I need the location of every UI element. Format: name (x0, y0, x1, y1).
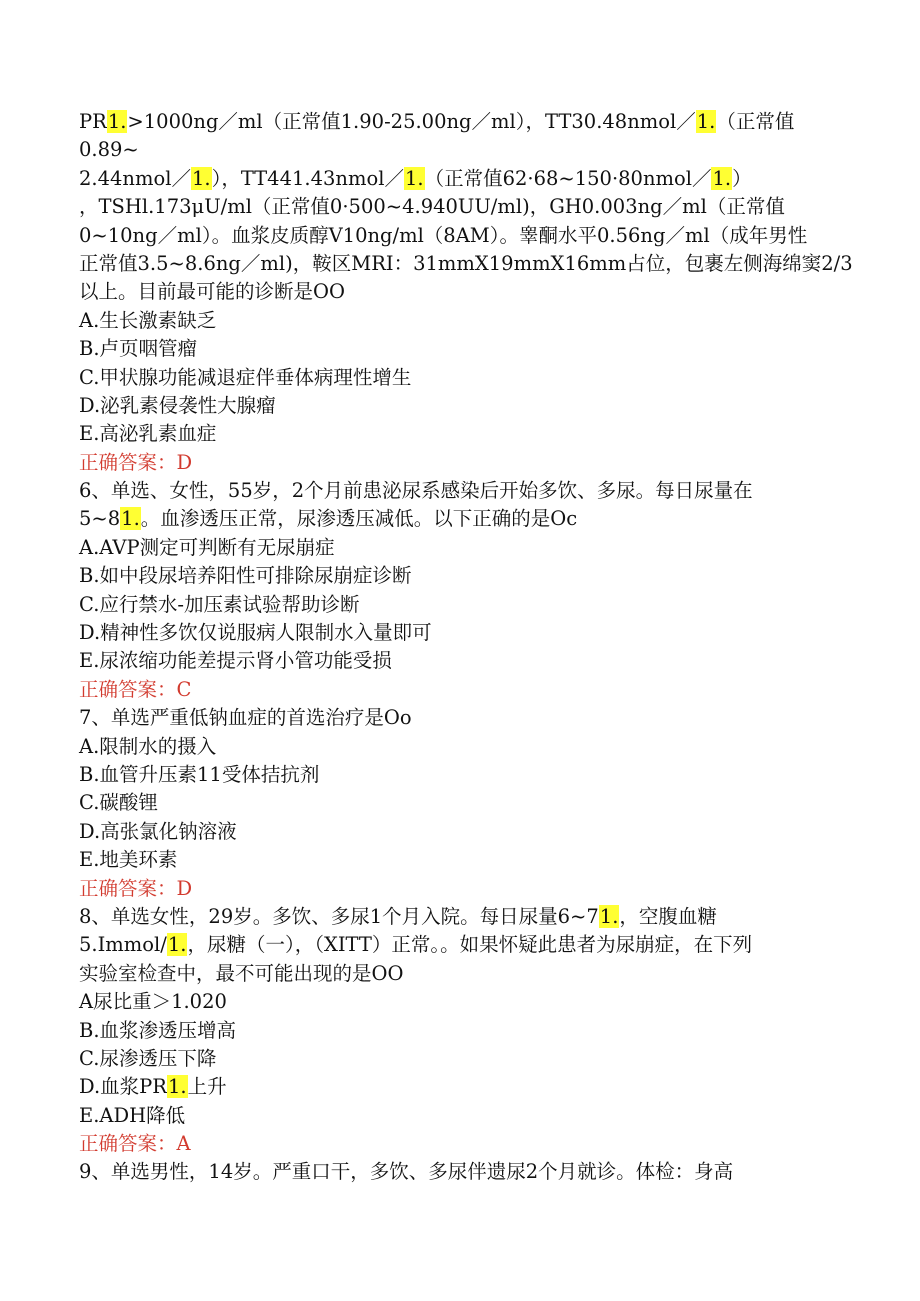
highlight-mark: 1. (121, 507, 140, 531)
text-line (79, 647, 879, 675)
text-segment: 正确答案：C (79, 677, 192, 701)
answer-line (79, 1130, 879, 1158)
text-segment: B.如中段尿培养阳性可排除尿崩症诊断 (79, 564, 412, 588)
text-segment: 5.Immol/ (79, 933, 167, 957)
text-segment: B.血管升压素11受体拮抗剂 (79, 762, 320, 786)
text-segment: >1000ng／ml（正常值1.90-25.00ng／ml），TT30.48nmol／ (127, 110, 696, 133)
text-line (79, 988, 879, 1016)
text-segment: C.碳酸锂 (79, 791, 158, 815)
text-line (79, 364, 879, 392)
text-line (79, 704, 879, 732)
text-line (79, 818, 879, 846)
text-line (79, 733, 879, 761)
text-segment: B.卢页咽管瘤 (79, 337, 198, 361)
text-line (79, 1017, 879, 1045)
text-segment: ，TSHl.173μU/ml（正常值0·500~4.940UU/ml)，GH0.003ng／ml（正常值 (79, 195, 785, 219)
document-body (79, 108, 879, 1187)
text-segment: E.高泌乳素血症 (79, 422, 217, 446)
text-segment: E.尿浓缩功能差提示肾小管功能受损 (79, 649, 392, 673)
text-segment: 。血渗透压正常，尿渗透压减低。以下正确的是Oc (140, 507, 578, 531)
highlight-mark: 1. (404, 166, 424, 190)
text-segment: A.AVP测定可判断有无尿崩症 (79, 535, 335, 559)
text-segment: 7、单选严重低钠血症的首选治疗是Oo (79, 706, 412, 730)
text-line (79, 846, 879, 874)
text-segment: A.限制水的摄入 (79, 734, 217, 758)
text-segment: 正确答案：D (79, 876, 193, 900)
text-line (79, 392, 879, 420)
text-segment: 正确答案：D (79, 450, 193, 474)
highlight-mark: 1. (167, 933, 187, 957)
answer-line (79, 875, 879, 903)
text-segment: C.甲状腺功能减退症伴垂体病理性增生 (79, 365, 412, 389)
text-segment: 8、单选女性，29岁。多饮、多尿1个月入院。每日尿量6~7 (79, 904, 599, 928)
text-line (79, 278, 879, 306)
text-segment: 实验室检查中，最不可能出现的是OO (79, 961, 404, 985)
text-segment: 6、单选、女性，55岁，2个月前患泌尿系感染后开始多饮、多尿。每日尿量在 (79, 479, 753, 503)
text-line (79, 477, 879, 505)
text-segment: 2.44nmol／ (79, 166, 191, 190)
text-line (79, 108, 879, 136)
text-line (79, 903, 879, 931)
text-segment: ，空腹血糖 (619, 904, 717, 928)
text-segment: E.ADH降低 (79, 1103, 186, 1127)
text-segment: A尿比重＞1.020 (79, 990, 227, 1014)
text-segment: D.高张氯化钠溶液 (79, 819, 237, 843)
highlight-mark: 1. (696, 110, 716, 133)
text-segment: 以上。目前最可能的诊断是OO (79, 280, 345, 304)
text-line (79, 591, 879, 619)
text-segment: D.精神性多饮仅说服病人限制水入量即可 (79, 621, 432, 645)
text-segment: C.尿渗透压下降 (79, 1046, 217, 1070)
text-segment: 9、单选男性，14岁。严重口干，多饮、多尿伴遗尿2个月就诊。体检：身高 (79, 1160, 734, 1184)
text-segment: 正常值3.5~8.6ng／ml)，鞍区MRI：31mmX19mmX16mm占位，包裹左侧海绵窦2/3 (79, 251, 853, 275)
text-segment: ，尿糖（一），（XITT）正常。。如果怀疑此患者为尿崩症，在下列 (187, 933, 753, 957)
text-line (79, 960, 879, 988)
text-segment: （正常值62·68~150·80nmol／ (424, 166, 712, 190)
text-segment: 5~8 (79, 507, 121, 531)
text-segment: （正常值 (716, 110, 795, 133)
highlight-mark: 1. (107, 110, 127, 133)
text-line (79, 136, 879, 164)
text-line (79, 193, 879, 221)
text-segment: E.地美环素 (79, 848, 178, 872)
highlight-mark: 1. (712, 166, 732, 190)
text-line (79, 789, 879, 817)
text-line (79, 562, 879, 590)
text-line (79, 1102, 879, 1130)
text-segment: C.应行禁水-加压素试验帮助诊断 (79, 592, 360, 616)
text-segment: A.生长激素缺乏 (79, 308, 217, 332)
text-segment: PR (79, 110, 107, 133)
highlight-mark: 1. (167, 1075, 187, 1099)
text-line (79, 619, 879, 647)
answer-line (79, 676, 879, 704)
highlight-mark: 1. (191, 166, 211, 190)
text-segment: B.血浆渗透压增高 (79, 1018, 237, 1042)
text-line (79, 307, 879, 335)
text-line (79, 931, 879, 959)
text-segment: 0~10ng／ml）。血浆皮质醇V10ng/ml（8AM）。睾酮水平0.56ng／ml（成年男性 (79, 223, 808, 247)
text-line (79, 222, 879, 250)
text-line (79, 250, 879, 278)
text-line (79, 1073, 879, 1101)
highlight-mark: 1. (599, 904, 619, 928)
text-segment: 0.89~ (79, 138, 139, 162)
text-segment: 上升 (187, 1075, 227, 1099)
text-line (79, 1045, 879, 1073)
text-line (79, 534, 879, 562)
text-line (79, 761, 879, 789)
text-line (79, 420, 879, 448)
text-line (79, 505, 879, 533)
text-segment: D.泌乳素侵袭性大腺瘤 (79, 393, 276, 417)
text-line (79, 1158, 879, 1186)
text-segment: ） (732, 166, 752, 190)
text-line (79, 165, 879, 193)
text-segment: 正确答案：A (79, 1132, 191, 1156)
text-line (79, 335, 879, 363)
answer-line (79, 449, 879, 477)
text-segment: ），TT441.43nmol／ (211, 166, 404, 190)
text-segment: D.血浆PR (79, 1075, 167, 1099)
